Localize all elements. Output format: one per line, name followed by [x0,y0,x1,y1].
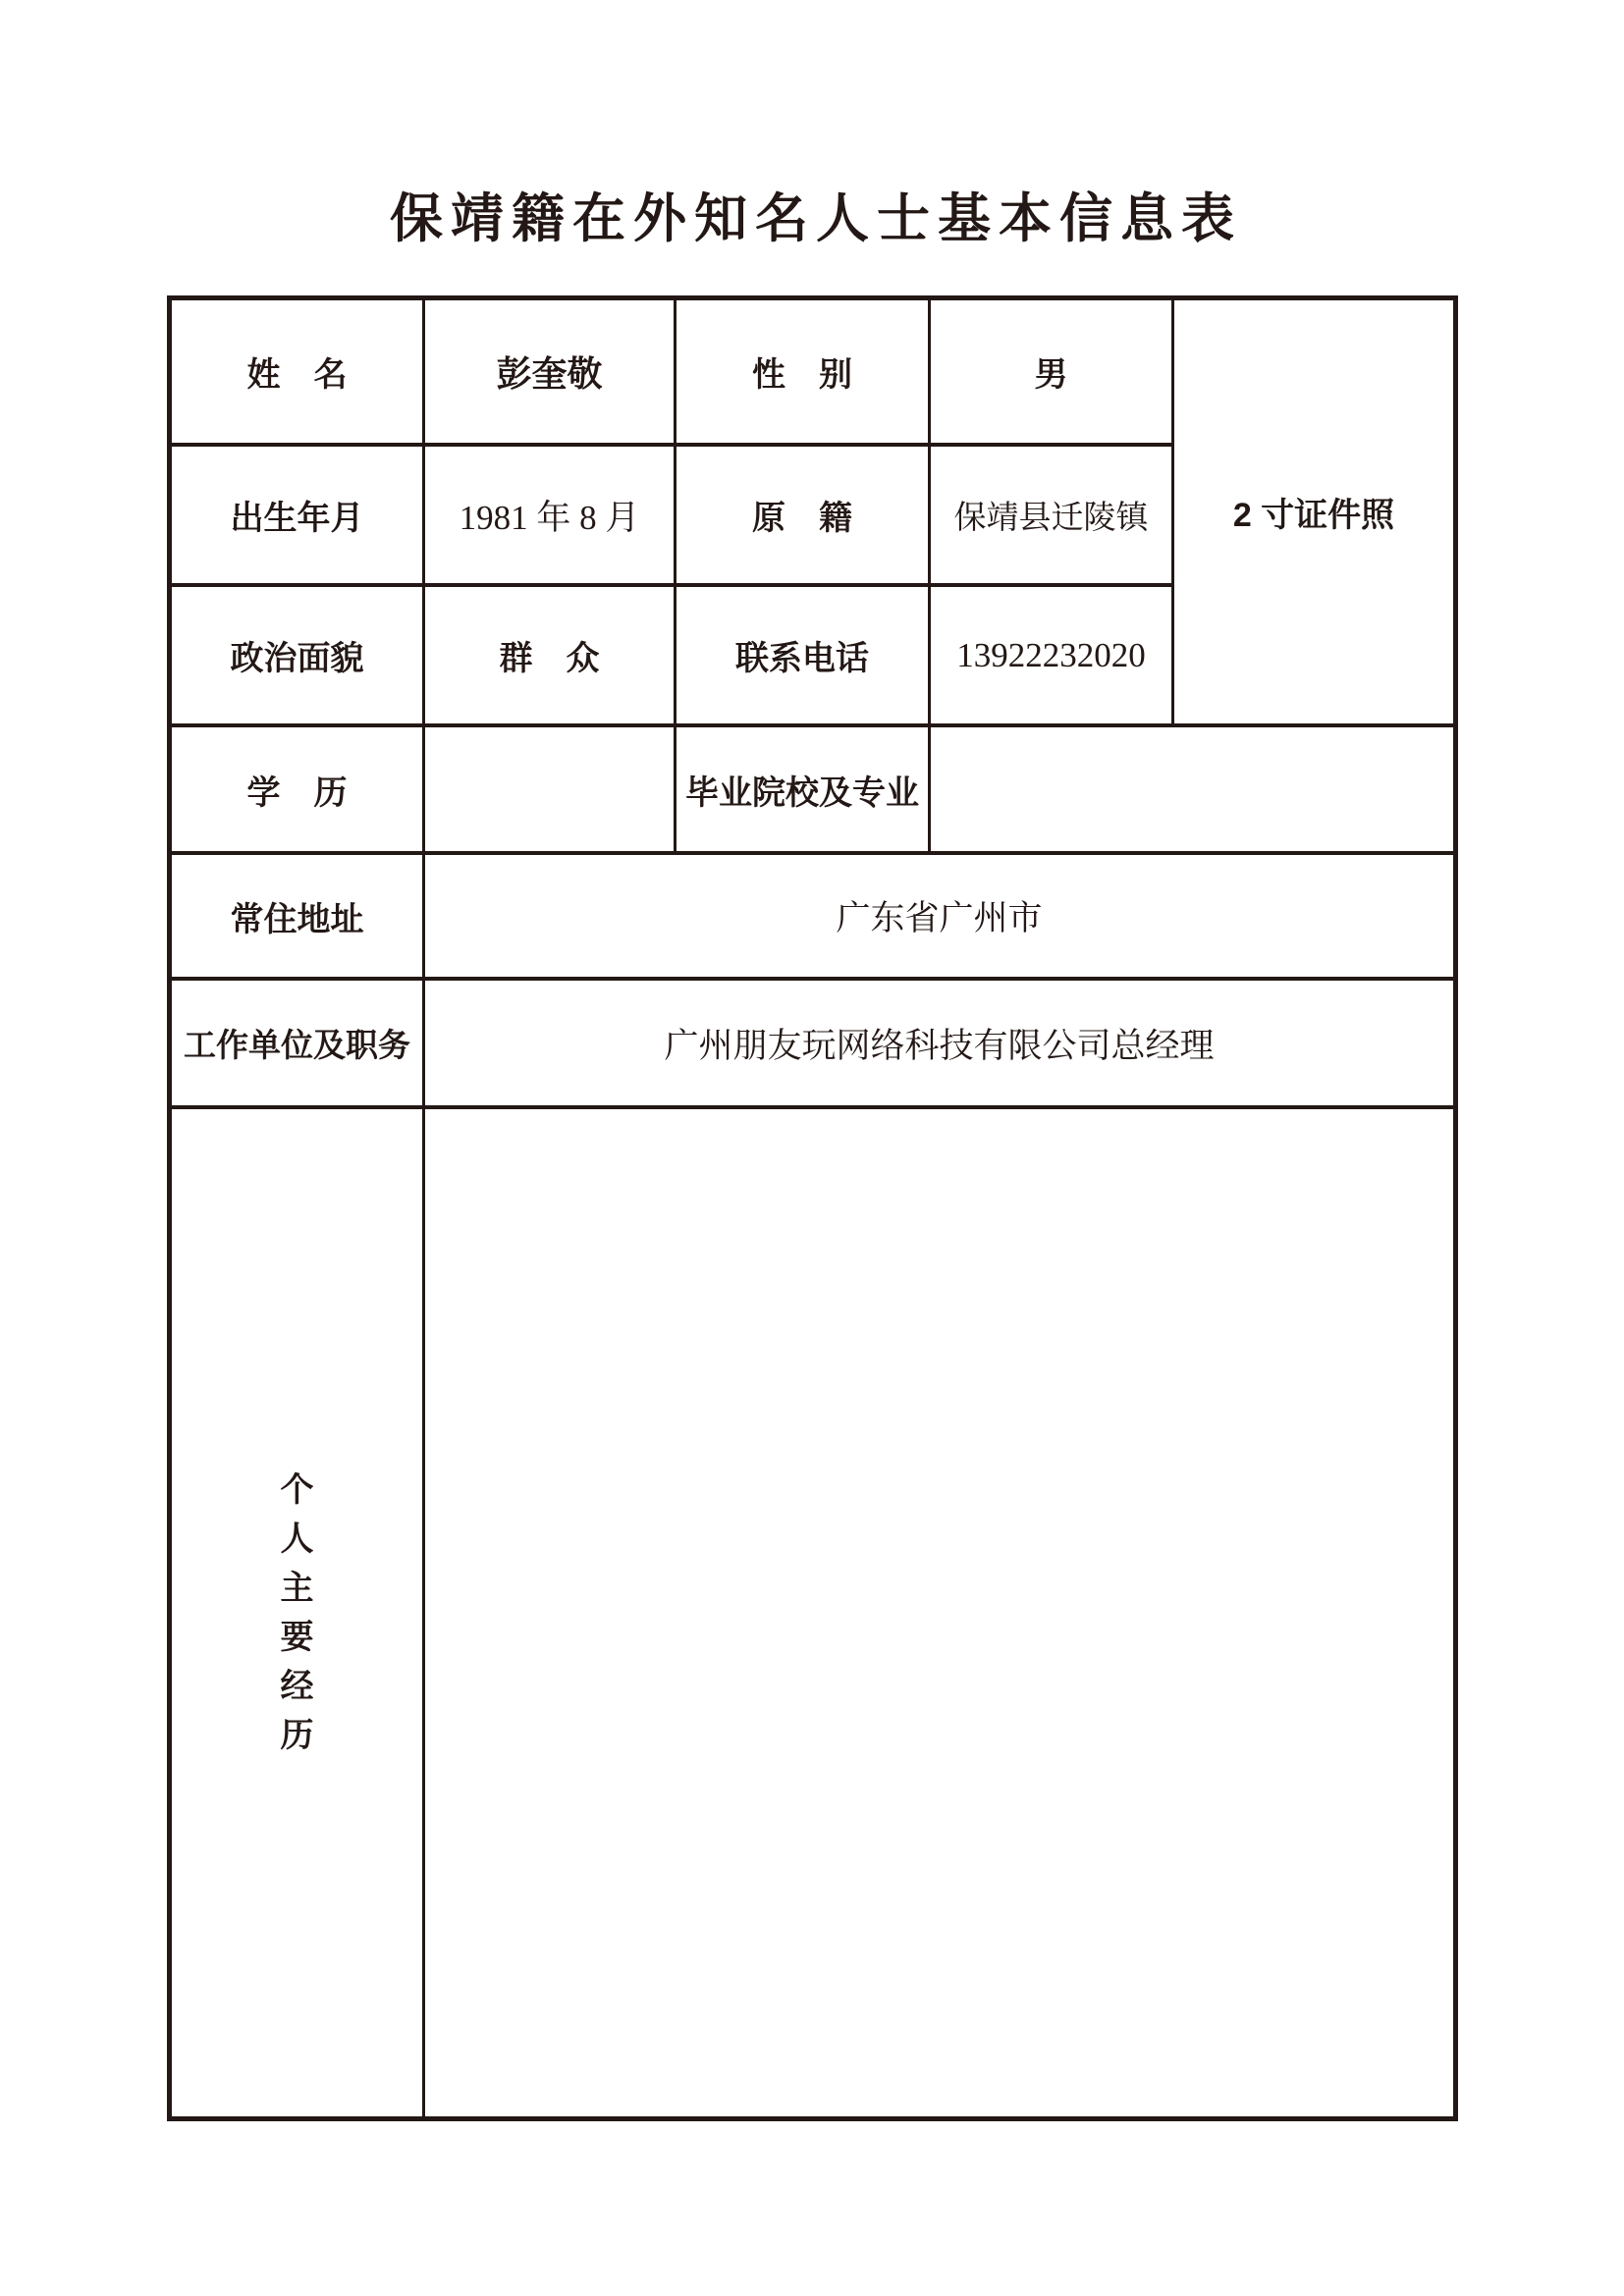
page-title: 保靖籍在外知名人士基本信息表 [390,189,1242,248]
education-label-cell: 学 历 [172,727,425,855]
education-value-cell [425,727,677,855]
experience-label-char: 主 [280,1570,314,1607]
experience-label-char: 个 [280,1471,314,1509]
school-label-cell: 毕业院校及专业 [677,727,931,855]
address-value-cell: 广东省广州市 [425,855,1453,981]
photo-placeholder-cell: 2 寸证件照 [1174,300,1453,727]
school-value-cell [931,727,1453,855]
gender-value-cell: 男 [931,300,1174,447]
political-value-cell: 群 众 [425,587,677,727]
employer-label-cell: 工作单位及职务 [172,981,425,1109]
origin-label-cell: 原 籍 [677,447,931,587]
experience-vertical-label [281,1473,314,1752]
employer-value-cell: 广州朋友玩网络科技有限公司总经理 [425,981,1453,1109]
experience-value-cell [425,1109,1453,2116]
birth-label-cell: 出生年月 [172,447,425,587]
origin-value-cell: 保靖县迁陵镇 [931,447,1174,587]
experience-label-cell [172,1109,425,2116]
name-value-cell: 彭奎敬 [425,300,677,447]
experience-label-char: 要 [280,1619,314,1656]
name-label-cell: 姓 名 [172,300,425,447]
info-table [167,295,1458,2121]
phone-label-cell: 联系电话 [677,587,931,727]
birth-value-cell: 1981 年 8 月 [425,447,677,587]
experience-label-char: 经 [280,1668,314,1705]
address-label-cell: 常住地址 [172,855,425,981]
gender-label-cell: 性 别 [677,300,931,447]
experience-label-char: 历 [280,1717,314,1754]
phone-value-cell: 13922232020 [931,587,1174,727]
experience-label-char: 人 [280,1521,314,1558]
political-label-cell: 政治面貌 [172,587,425,727]
